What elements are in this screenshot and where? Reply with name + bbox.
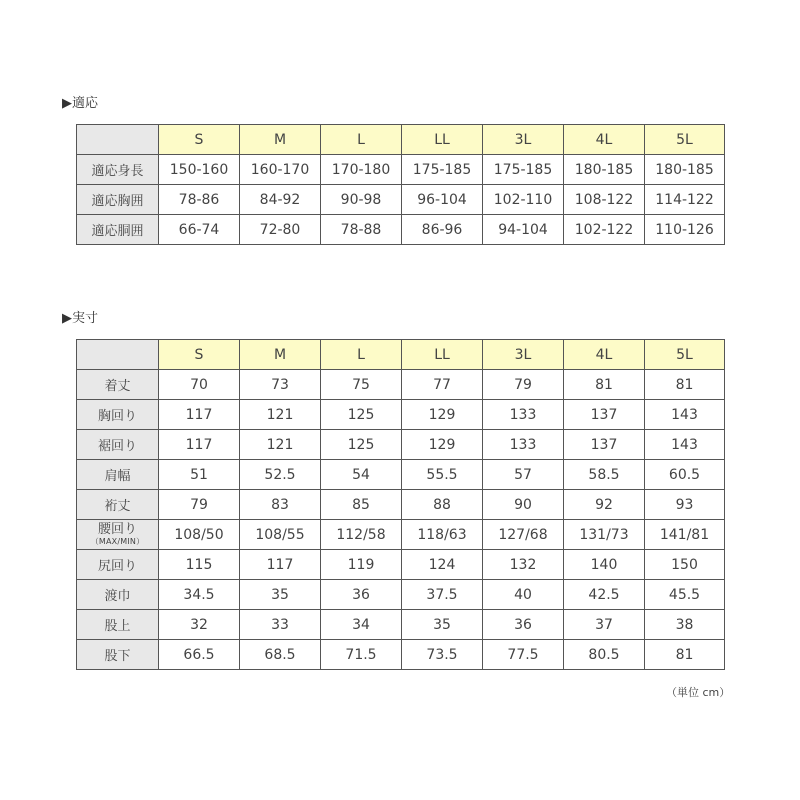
table-cell: 55.5 <box>402 460 483 490</box>
table-cell: 73 <box>240 370 321 400</box>
table-cell: 118/63 <box>402 520 483 550</box>
table-cell: 121 <box>240 400 321 430</box>
table-cell: 93 <box>645 490 725 520</box>
table-cell: 66-74 <box>159 215 240 245</box>
actual-section-title: ▶実寸 <box>62 311 98 326</box>
table-cell: 68.5 <box>240 640 321 670</box>
table-cell: 119 <box>321 550 402 580</box>
size-header: S <box>159 125 240 155</box>
table-cell: 96-104 <box>402 185 483 215</box>
table-cell: 127/68 <box>483 520 564 550</box>
size-header: LL <box>402 340 483 370</box>
table-cell: 36 <box>483 610 564 640</box>
table-cell: 132 <box>483 550 564 580</box>
table-cell: 124 <box>402 550 483 580</box>
size-header: 5L <box>645 340 725 370</box>
table-cell: 45.5 <box>645 580 725 610</box>
size-header: 4L <box>564 125 645 155</box>
row-label-subtext: （MAX/MIN） <box>90 537 145 546</box>
fit-header-row <box>77 125 725 155</box>
table-cell: 66.5 <box>159 640 240 670</box>
table-cell: 42.5 <box>564 580 645 610</box>
table-cell: 90-98 <box>321 185 402 215</box>
table-cell: 108/55 <box>240 520 321 550</box>
table-cell: 129 <box>402 430 483 460</box>
fit-section-title: ▶適応 <box>62 96 98 111</box>
table-row <box>77 155 725 185</box>
actual-header-row <box>77 340 725 370</box>
table-cell: 32 <box>159 610 240 640</box>
table-cell: 34 <box>321 610 402 640</box>
table-cell: 75 <box>321 370 402 400</box>
table-cell: 81 <box>645 640 725 670</box>
table-row <box>77 430 725 460</box>
size-header: LL <box>402 125 483 155</box>
row-label: 渡巾 <box>77 580 159 610</box>
size-header: 4L <box>564 340 645 370</box>
table-cell: 78-86 <box>159 185 240 215</box>
table-row <box>77 370 725 400</box>
table-cell: 117 <box>240 550 321 580</box>
table-cell: 131/73 <box>564 520 645 550</box>
table-cell: 150-160 <box>159 155 240 185</box>
fit-size-table <box>76 124 725 245</box>
table-cell: 112/58 <box>321 520 402 550</box>
table-cell: 133 <box>483 400 564 430</box>
table-cell: 78-88 <box>321 215 402 245</box>
row-label: 胸回り <box>77 400 159 430</box>
row-label: 股上 <box>77 610 159 640</box>
row-label-text: 腰回り <box>97 522 137 537</box>
table-cell: 133 <box>483 430 564 460</box>
table-cell: 70 <box>159 370 240 400</box>
corner-cell <box>77 125 159 155</box>
table-cell: 73.5 <box>402 640 483 670</box>
row-label: 肩幅 <box>77 460 159 490</box>
size-header: 3L <box>483 125 564 155</box>
table-cell: 88 <box>402 490 483 520</box>
table-cell: 40 <box>483 580 564 610</box>
size-header: L <box>321 340 402 370</box>
table-cell: 117 <box>159 400 240 430</box>
table-cell: 71.5 <box>321 640 402 670</box>
size-header: 3L <box>483 340 564 370</box>
table-cell: 35 <box>240 580 321 610</box>
table-cell: 125 <box>321 400 402 430</box>
table-cell: 90 <box>483 490 564 520</box>
table-cell: 51 <box>159 460 240 490</box>
table-cell: 170-180 <box>321 155 402 185</box>
row-label: 着丈 <box>77 370 159 400</box>
size-header: 5L <box>645 125 725 155</box>
table-cell: 94-104 <box>483 215 564 245</box>
table-cell: 36 <box>321 580 402 610</box>
table-cell: 33 <box>240 610 321 640</box>
table-cell: 150 <box>645 550 725 580</box>
table-cell: 92 <box>564 490 645 520</box>
table-cell: 102-110 <box>483 185 564 215</box>
table-cell: 79 <box>483 370 564 400</box>
table-cell: 37 <box>564 610 645 640</box>
table-cell: 52.5 <box>240 460 321 490</box>
table-row <box>77 640 725 670</box>
table-cell: 115 <box>159 550 240 580</box>
table-cell: 84-92 <box>240 185 321 215</box>
table-cell: 175-185 <box>483 155 564 185</box>
table-cell: 180-185 <box>564 155 645 185</box>
table-cell: 35 <box>402 610 483 640</box>
table-cell: 125 <box>321 430 402 460</box>
row-label: 適応身長 <box>77 155 159 185</box>
table-row <box>77 400 725 430</box>
size-header: L <box>321 125 402 155</box>
table-cell: 175-185 <box>402 155 483 185</box>
table-row <box>77 610 725 640</box>
row-label: 尻回り <box>77 550 159 580</box>
table-cell: 83 <box>240 490 321 520</box>
table-row <box>77 490 725 520</box>
table-cell: 117 <box>159 430 240 460</box>
actual-size-table <box>76 339 725 670</box>
table-cell: 79 <box>159 490 240 520</box>
table-cell: 114-122 <box>645 185 725 215</box>
table-cell: 58.5 <box>564 460 645 490</box>
row-label: 裾回り <box>77 430 159 460</box>
table-cell: 81 <box>645 370 725 400</box>
table-cell: 34.5 <box>159 580 240 610</box>
table-cell: 110-126 <box>645 215 725 245</box>
table-row <box>77 550 725 580</box>
table-cell: 85 <box>321 490 402 520</box>
table-cell: 180-185 <box>645 155 725 185</box>
table-cell: 108/50 <box>159 520 240 550</box>
table-cell: 38 <box>645 610 725 640</box>
row-label <box>77 520 159 550</box>
table-cell: 37.5 <box>402 580 483 610</box>
table-cell: 143 <box>645 400 725 430</box>
row-label: 適応胸囲 <box>77 185 159 215</box>
table-cell: 60.5 <box>645 460 725 490</box>
table-cell: 108-122 <box>564 185 645 215</box>
table-cell: 129 <box>402 400 483 430</box>
table-cell: 54 <box>321 460 402 490</box>
table-cell: 102-122 <box>564 215 645 245</box>
table-cell: 77 <box>402 370 483 400</box>
table-cell: 143 <box>645 430 725 460</box>
table-cell: 140 <box>564 550 645 580</box>
size-header: S <box>159 340 240 370</box>
table-cell: 80.5 <box>564 640 645 670</box>
table-cell: 81 <box>564 370 645 400</box>
table-cell: 137 <box>564 430 645 460</box>
table-row <box>77 215 725 245</box>
table-row <box>77 460 725 490</box>
table-row <box>77 520 725 550</box>
table-cell: 160-170 <box>240 155 321 185</box>
table-cell: 77.5 <box>483 640 564 670</box>
table-cell: 121 <box>240 430 321 460</box>
size-header: M <box>240 125 321 155</box>
table-cell: 141/81 <box>645 520 725 550</box>
row-label: 適応胴囲 <box>77 215 159 245</box>
table-row <box>77 580 725 610</box>
corner-cell <box>77 340 159 370</box>
table-cell: 137 <box>564 400 645 430</box>
table-cell: 86-96 <box>402 215 483 245</box>
table-cell: 57 <box>483 460 564 490</box>
row-label: 股下 <box>77 640 159 670</box>
row-label: 裄丈 <box>77 490 159 520</box>
table-cell: 72-80 <box>240 215 321 245</box>
table-row <box>77 185 725 215</box>
size-header: M <box>240 340 321 370</box>
unit-note: （単位 cm） <box>666 686 731 699</box>
